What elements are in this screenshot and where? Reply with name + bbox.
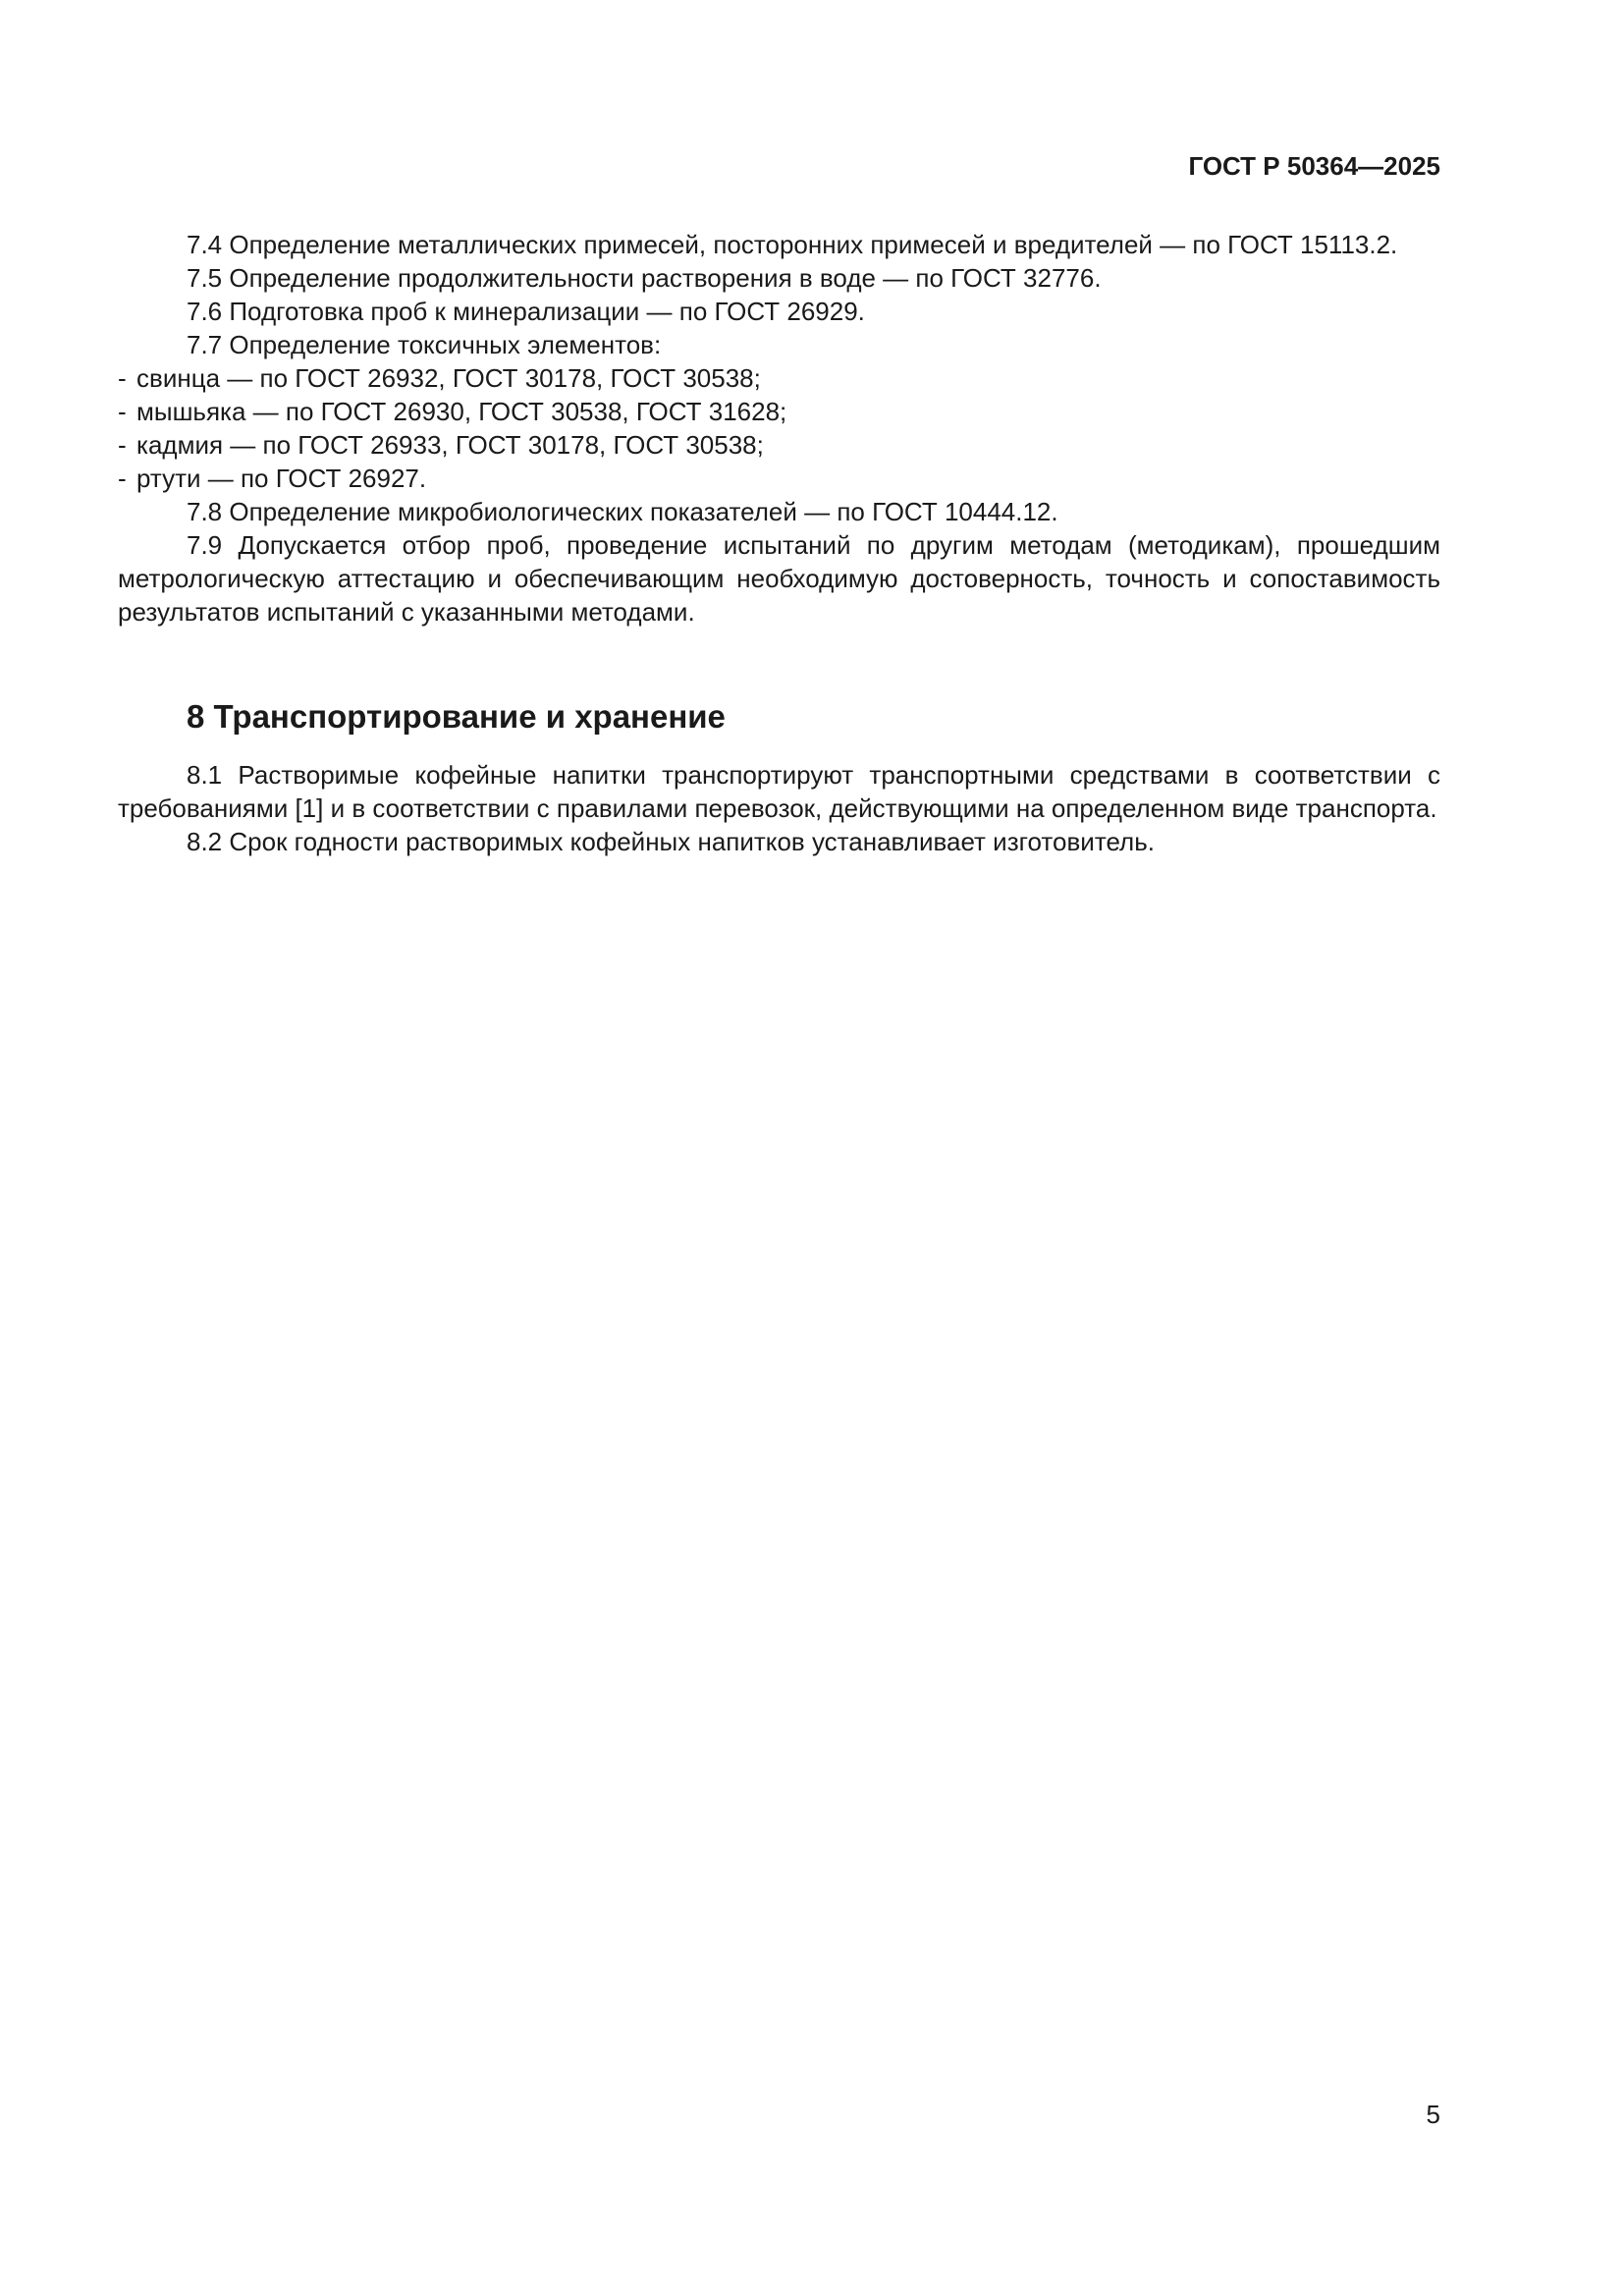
- toxic-elements-list: [118, 361, 1440, 495]
- document-id-header: ГОСТ Р 50364—2025: [1188, 151, 1440, 181]
- paragraph-7-8: 7.8 Определение микробиологических показателей — по ГОСТ 10444.12.: [187, 497, 1058, 526]
- paragraph-7-9: 7.9 Допускается отбор проб, проведение испытаний по другим методам (методикам), прошедшим метрологическую аттестацию и обеспечивающим необходимую достоверность, точность и сопоставимость результатов испытаний с указанными методами.: [118, 530, 1440, 627]
- paragraph-8-2: 8.2 Срок годности растворимых кофейных напитков устанавливает изготовитель.: [187, 827, 1155, 856]
- list-marker: -: [118, 363, 127, 393]
- list-item-text: свинца — по ГОСТ 26932, ГОСТ 30178, ГОСТ 30538;: [136, 363, 761, 393]
- paragraph-7-6: 7.6 Подготовка проб к минерализации — по ГОСТ 26929.: [187, 297, 865, 326]
- list-item: [118, 395, 1440, 428]
- list-item-text: ртути — по ГОСТ 26927.: [136, 464, 427, 493]
- list-item-text: мышьяка — по ГОСТ 26930, ГОСТ 30538, ГОСТ 31628;: [136, 397, 787, 426]
- page-number: 5: [1426, 2100, 1440, 2129]
- paragraph-7-5: 7.5 Определение продолжительности растворения в воде — по ГОСТ 32776.: [187, 263, 1102, 293]
- section-8-heading: 8 Транспортирование и хранение: [187, 698, 726, 735]
- list-marker: -: [118, 397, 127, 426]
- list-item-text: кадмия — по ГОСТ 26933, ГОСТ 30178, ГОСТ 30538;: [136, 430, 764, 460]
- list-marker: -: [118, 430, 127, 460]
- section-8-body: [118, 758, 1440, 858]
- section-7-body: [118, 228, 1440, 629]
- list-marker: -: [118, 464, 127, 493]
- paragraph-7-7: 7.7 Определение токсичных элементов:: [187, 330, 662, 359]
- paragraph-8-1: 8.1 Растворимые кофейные напитки транспортируют транспортными средствами в соответствии с требованиями [1] и в соответствии с правилами перевозок, действующими на определенном виде транспорта.: [118, 760, 1440, 823]
- list-item: [118, 462, 1440, 495]
- list-item: [118, 361, 1440, 395]
- list-item: [118, 428, 1440, 462]
- paragraph-7-4: 7.4 Определение металлических примесей, посторонних примесей и вредителей — по ГОСТ 15113.2.: [187, 230, 1398, 259]
